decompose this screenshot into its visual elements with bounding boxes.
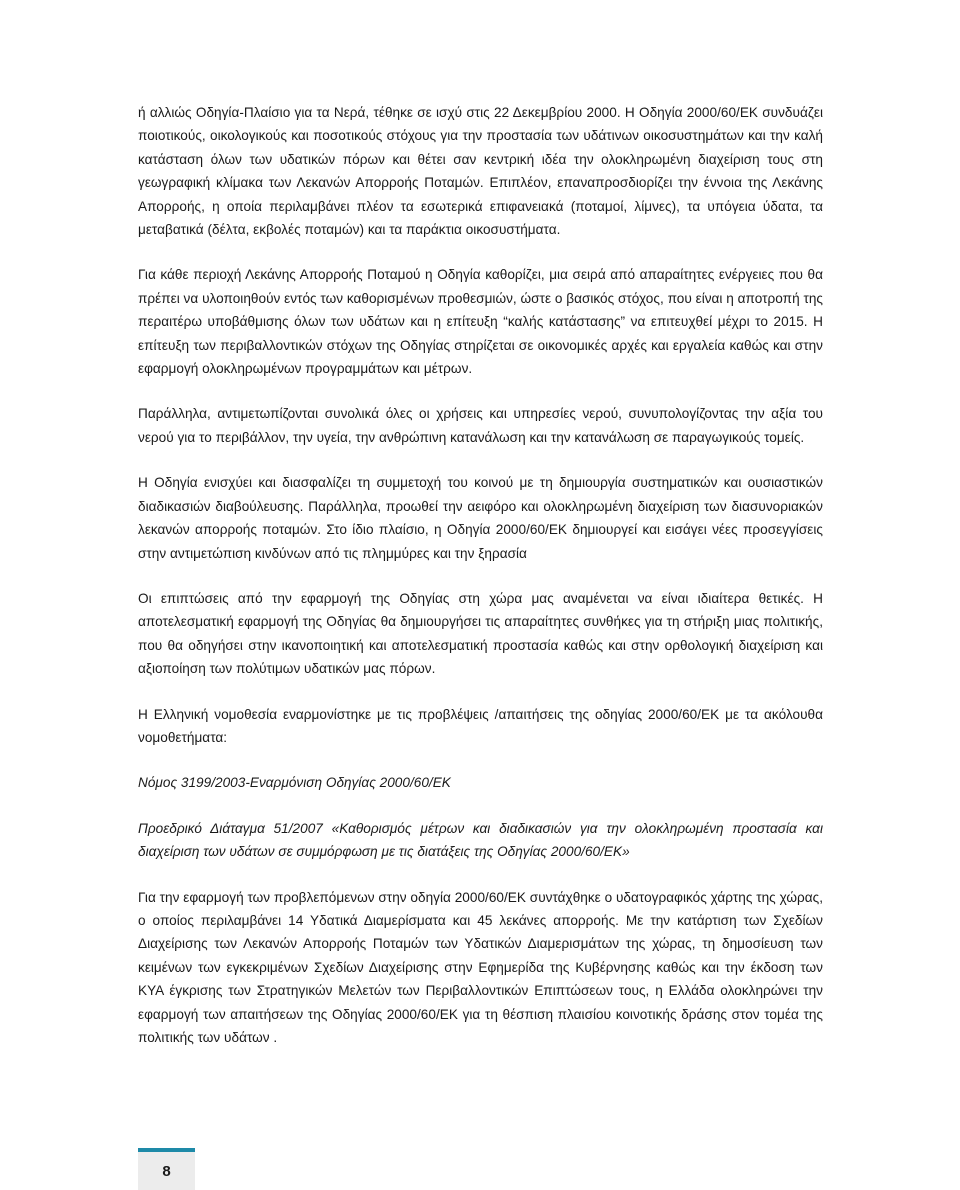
paragraph-impacts: Οι επιπτώσεις από την εφαρμογή της Οδηγίας στη χώρα μας αναμένεται να είναι ιδιαίτερα θετικές. Η αποτελεσματική εφαρμογή της Οδηγίας θα δημιουργήσει τις απαραίτητες συνθήκες για τη στήριξη μιας πολιτικής, που θα οδηγήσει στην ικανοποιητική και αποτελεσματική προστασία καθώς και στην ορθολογική διαχείριση και αξιοποίηση των πολύτιμων υδατικών μας πόρων. [138,590,823,677]
paragraph-directive-intro: ή αλλιώς Οδηγία-Πλαίσιο για τα Νερά, τέθηκε σε ισχύ στις 22 Δεκεμβρίου 2000. Η Οδηγία 2000/60/ΕΚ συνδυάζει ποιοτικούς, οικολογικούς και ποσοτικούς στόχους για την προστασία των υδάτινων οικοσυστημάτων και την καλή κατάσταση όλων των υδατικών πόρων και θέτει σαν κεντρική ιδέα την ολοκληρωμένη διαχείριση τους στη γεωγραφική κλίμακα των Λεκανών Απορροής Ποταμών. Επιπλέον, επαναπροσδιορίζει την έννοια της Λεκάνης Απορροής, η οποία περιλαμβάνει πλέον τα εσωτερικά επιφανειακά (ποταμοί, λίμνες), τα υπόγεια ύδατα, τα μεταβατικά (δέλτα, εκβολές ποταμών) και τα παράκτια οικοσυστήματα. [138,105,823,238]
paragraph-greek-legislation: Η Ελληνική νομοθεσία εναρμονίστηκε με τις προβλέψεις /απαιτήσεις της οδηγίας 2000/60/ΕΚ με τα ακόλουθα νομοθετήματα: [138,706,823,745]
page-number: 8 [162,1162,171,1180]
paragraph-public-participation: Η Οδηγία ενισχύει και διασφαλίζει τη συμμετοχή του κοινού με τη δημιουργία συστηματικών και ουσιαστικών διαδικασιών διαβούλευσης. Παράλληλα, προωθεί την αειφόρο και ολοκληρωμένη διαχείριση των διασυνοριακών λεκανών απορροής ποταμών. Στο ίδιο πλαίσιο, η Οδηγία 2000/60/ΕΚ δημιουργεί και εισάγει νέες προσεγγίσεις στην αντιμετώπιση κινδύνων από τις πλημμύρες και την ξηρασία [138,475,823,561]
paragraph-water-uses: Παράλληλα, αντιμετωπίζονται συνολικά όλες οι χρήσεις και υπηρεσίες νερού, συνυπολογίζοντας την αξία του νερού για το περιβάλλον, την υγεία, την ανθρώπινη κατανάλωση και την κατανάλωση σε παραγωγικούς τομείς. [138,406,823,445]
paragraph-river-basin-actions: Για κάθε περιοχή Λεκάνης Απορροής Ποταμού η Οδηγία καθορίζει, μια σειρά από απαραίτητες ενέργειες που θα πρέπει να υλοποιηθούν εντός των καθορισμένων προθεσμιών, ώστε ο βασικός στόχος, που είναι η αποτροπή της περαιτέρω υποβάθμισης όλων των υδάτων και η επίτευξη “καλής κατάστασης” να επιτευχθεί μέχρι το 2015. Η επίτευξη των περιβαλλοντικών στόχων της Οδηγίας στηρίζεται σε οικονομικές αρχές και εργαλεία καθώς και στην εφαρμογή ολοκληρωμένων προγραμμάτων και μέτρων. [138,267,823,377]
law-3199-2003: Νόμος 3199/2003-Εναρμόνιση Οδηγίας 2000/60/ΕΚ [138,775,451,791]
paragraph-implementation: Για την εφαρμογή των προβλεπόμενων στην οδηγία 2000/60/ΕΚ συντάχθηκε ο υδατογραφικός χάρτης της χώρας, ο οποίος περιλαμβάνει 14 Υδατικά Διαμερίσματα και 45 λεκάνες απορροής. Με την κατάρτιση των Σχεδίων Διαχείρισης των Λεκανών Απορροής Ποταμών των Υδατικών Διαμερισμάτων της χώρας, τη δημοσίευση των κειμένων των εγκεκριμένων Σχεδίων Διαχείρισης στην Εφημερίδα της Κυβέρνησης καθώς και την έκδοση των ΚΥΑ έγκρισης των Στρατηγικών Μελετών των Περιβαλλοντικών Επιπτώσεων τους, η Ελλάδα ολοκληρώνει την εφαρμογή των απαιτήσεων της Οδηγίας 2000/60/ΕΚ για τη θέσπιση πλαισίου κοινοτικής δράσης στον τομέα της πολιτικής των υδάτων . [138,889,823,1045]
page-number-box [138,1148,195,1190]
document-body [138,101,823,1049]
presidential-decree-51-2007: Προεδρικό Διάταγμα 51/2007 «Καθορισμός μέτρων και διαδικασιών για την ολοκληρωμένη προστασία και διαχείριση των υδάτων σε συμμόρφωση με τις διατάξεις της Οδηγίας 2000/60/ΕΚ» [138,820,823,860]
